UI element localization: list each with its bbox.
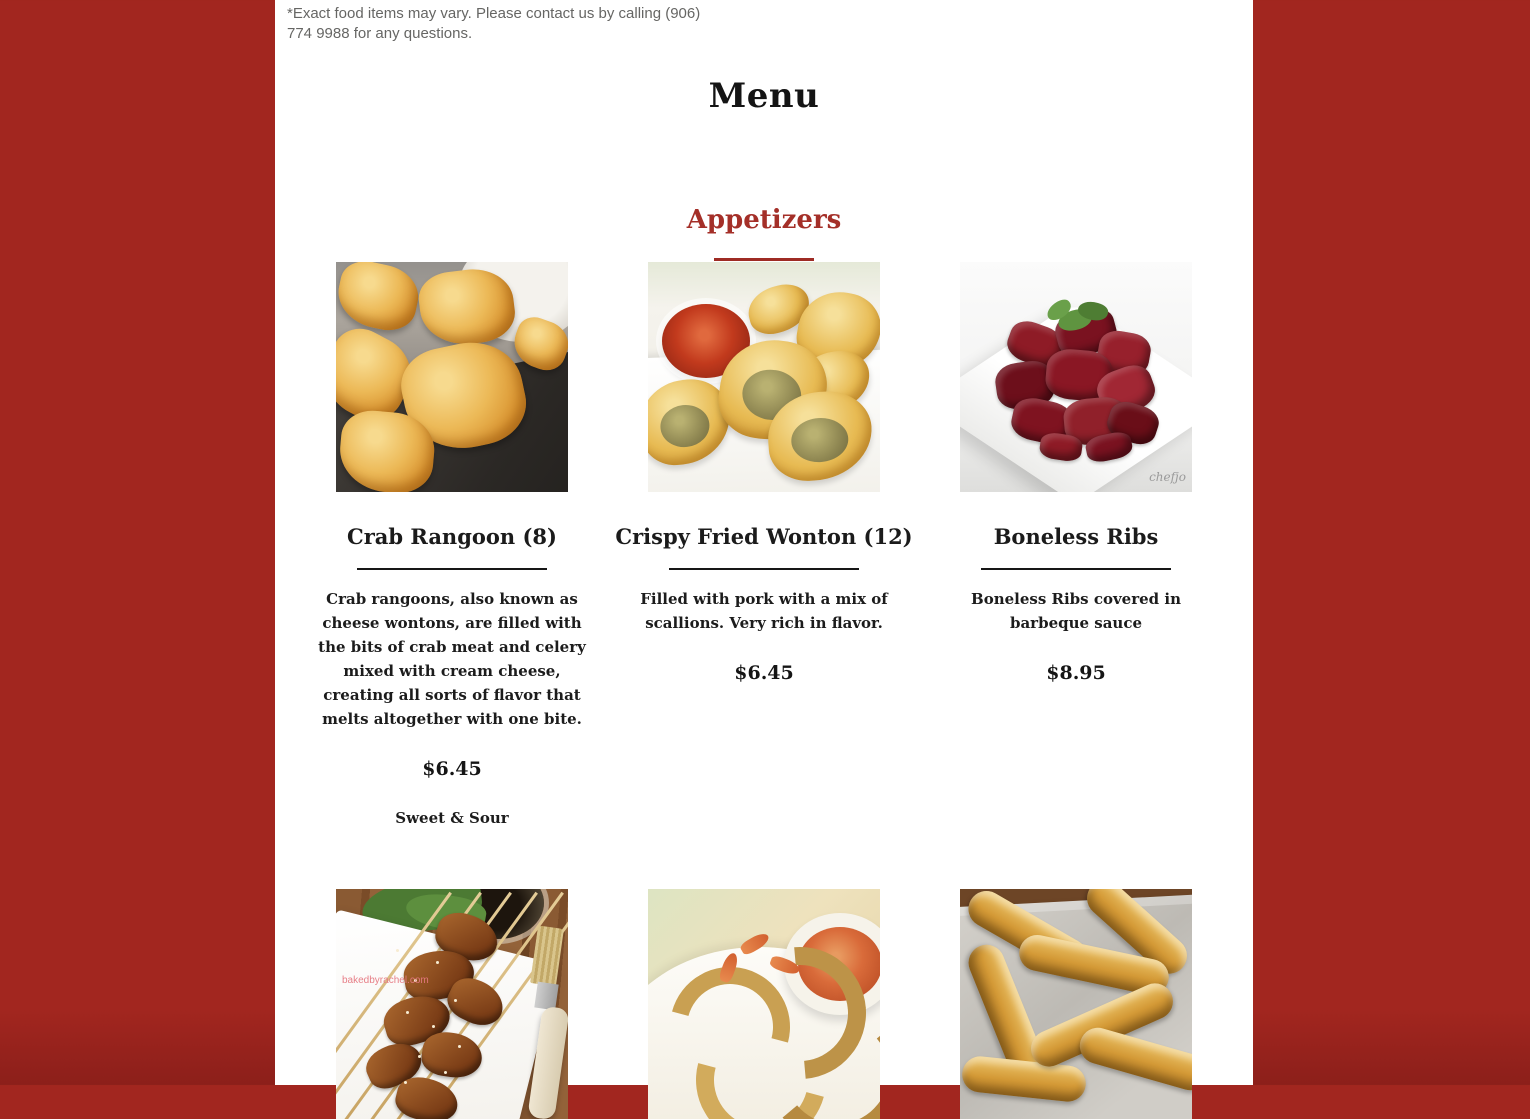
item-price: $6.45 (422, 758, 482, 780)
boneless-ribs-photo (960, 262, 1192, 492)
photo-watermark: chefjo (1149, 470, 1186, 484)
pork-filling (790, 416, 850, 464)
basting-brush-bristles (530, 925, 564, 986)
section-title-appetizers: Appetizers (686, 205, 842, 235)
item-divider (669, 568, 859, 570)
basting-brush-ferrule (534, 982, 558, 1011)
page-title: Menu (708, 76, 820, 116)
photo-watermark: bakedbyrachel.com (342, 975, 429, 986)
crab-rangoon-photo (336, 262, 568, 492)
item-description: Boneless Ribs covered in barbeque sauce (971, 590, 1181, 632)
pork-filling (658, 403, 712, 450)
item-price: $8.95 (1046, 662, 1106, 684)
item-name: Crab Rangoon (8) (347, 524, 557, 549)
appetizers-items-row (275, 262, 1253, 827)
item-divider (981, 568, 1171, 570)
fried-wonton (336, 262, 424, 336)
item-divider (357, 568, 547, 570)
item-name: Boneless Ribs (993, 524, 1159, 549)
item-description: Crab rangoons, also known as cheese wontons, are filled with the bits of crab meat and celery mixed with cream cheese, creating all sorts of flavor that melts altogether with one bite. (318, 590, 586, 728)
item-note: Sweet & Sour (395, 809, 509, 827)
menu-item-crispy-fried-wonton (608, 262, 920, 827)
sesame-seeds (396, 949, 399, 952)
menu-item-crab-rangoon (296, 262, 608, 827)
disclaimer-text: *Exact food items may vary. Please contact us by calling (906) 774 9988 for any questions. (287, 5, 701, 42)
item-price: $6.45 (734, 662, 794, 684)
menu-item-boneless-ribs (920, 262, 1232, 827)
menu-page-panel (275, 0, 1253, 1085)
crispy-fried-wonton-photo (648, 262, 880, 492)
item-description: Filled with pork with a mix of scallions. Very rich in flavor. (640, 590, 888, 632)
item-name: Crispy Fried Wonton (12) (615, 524, 913, 549)
section-title-underline (714, 258, 814, 261)
